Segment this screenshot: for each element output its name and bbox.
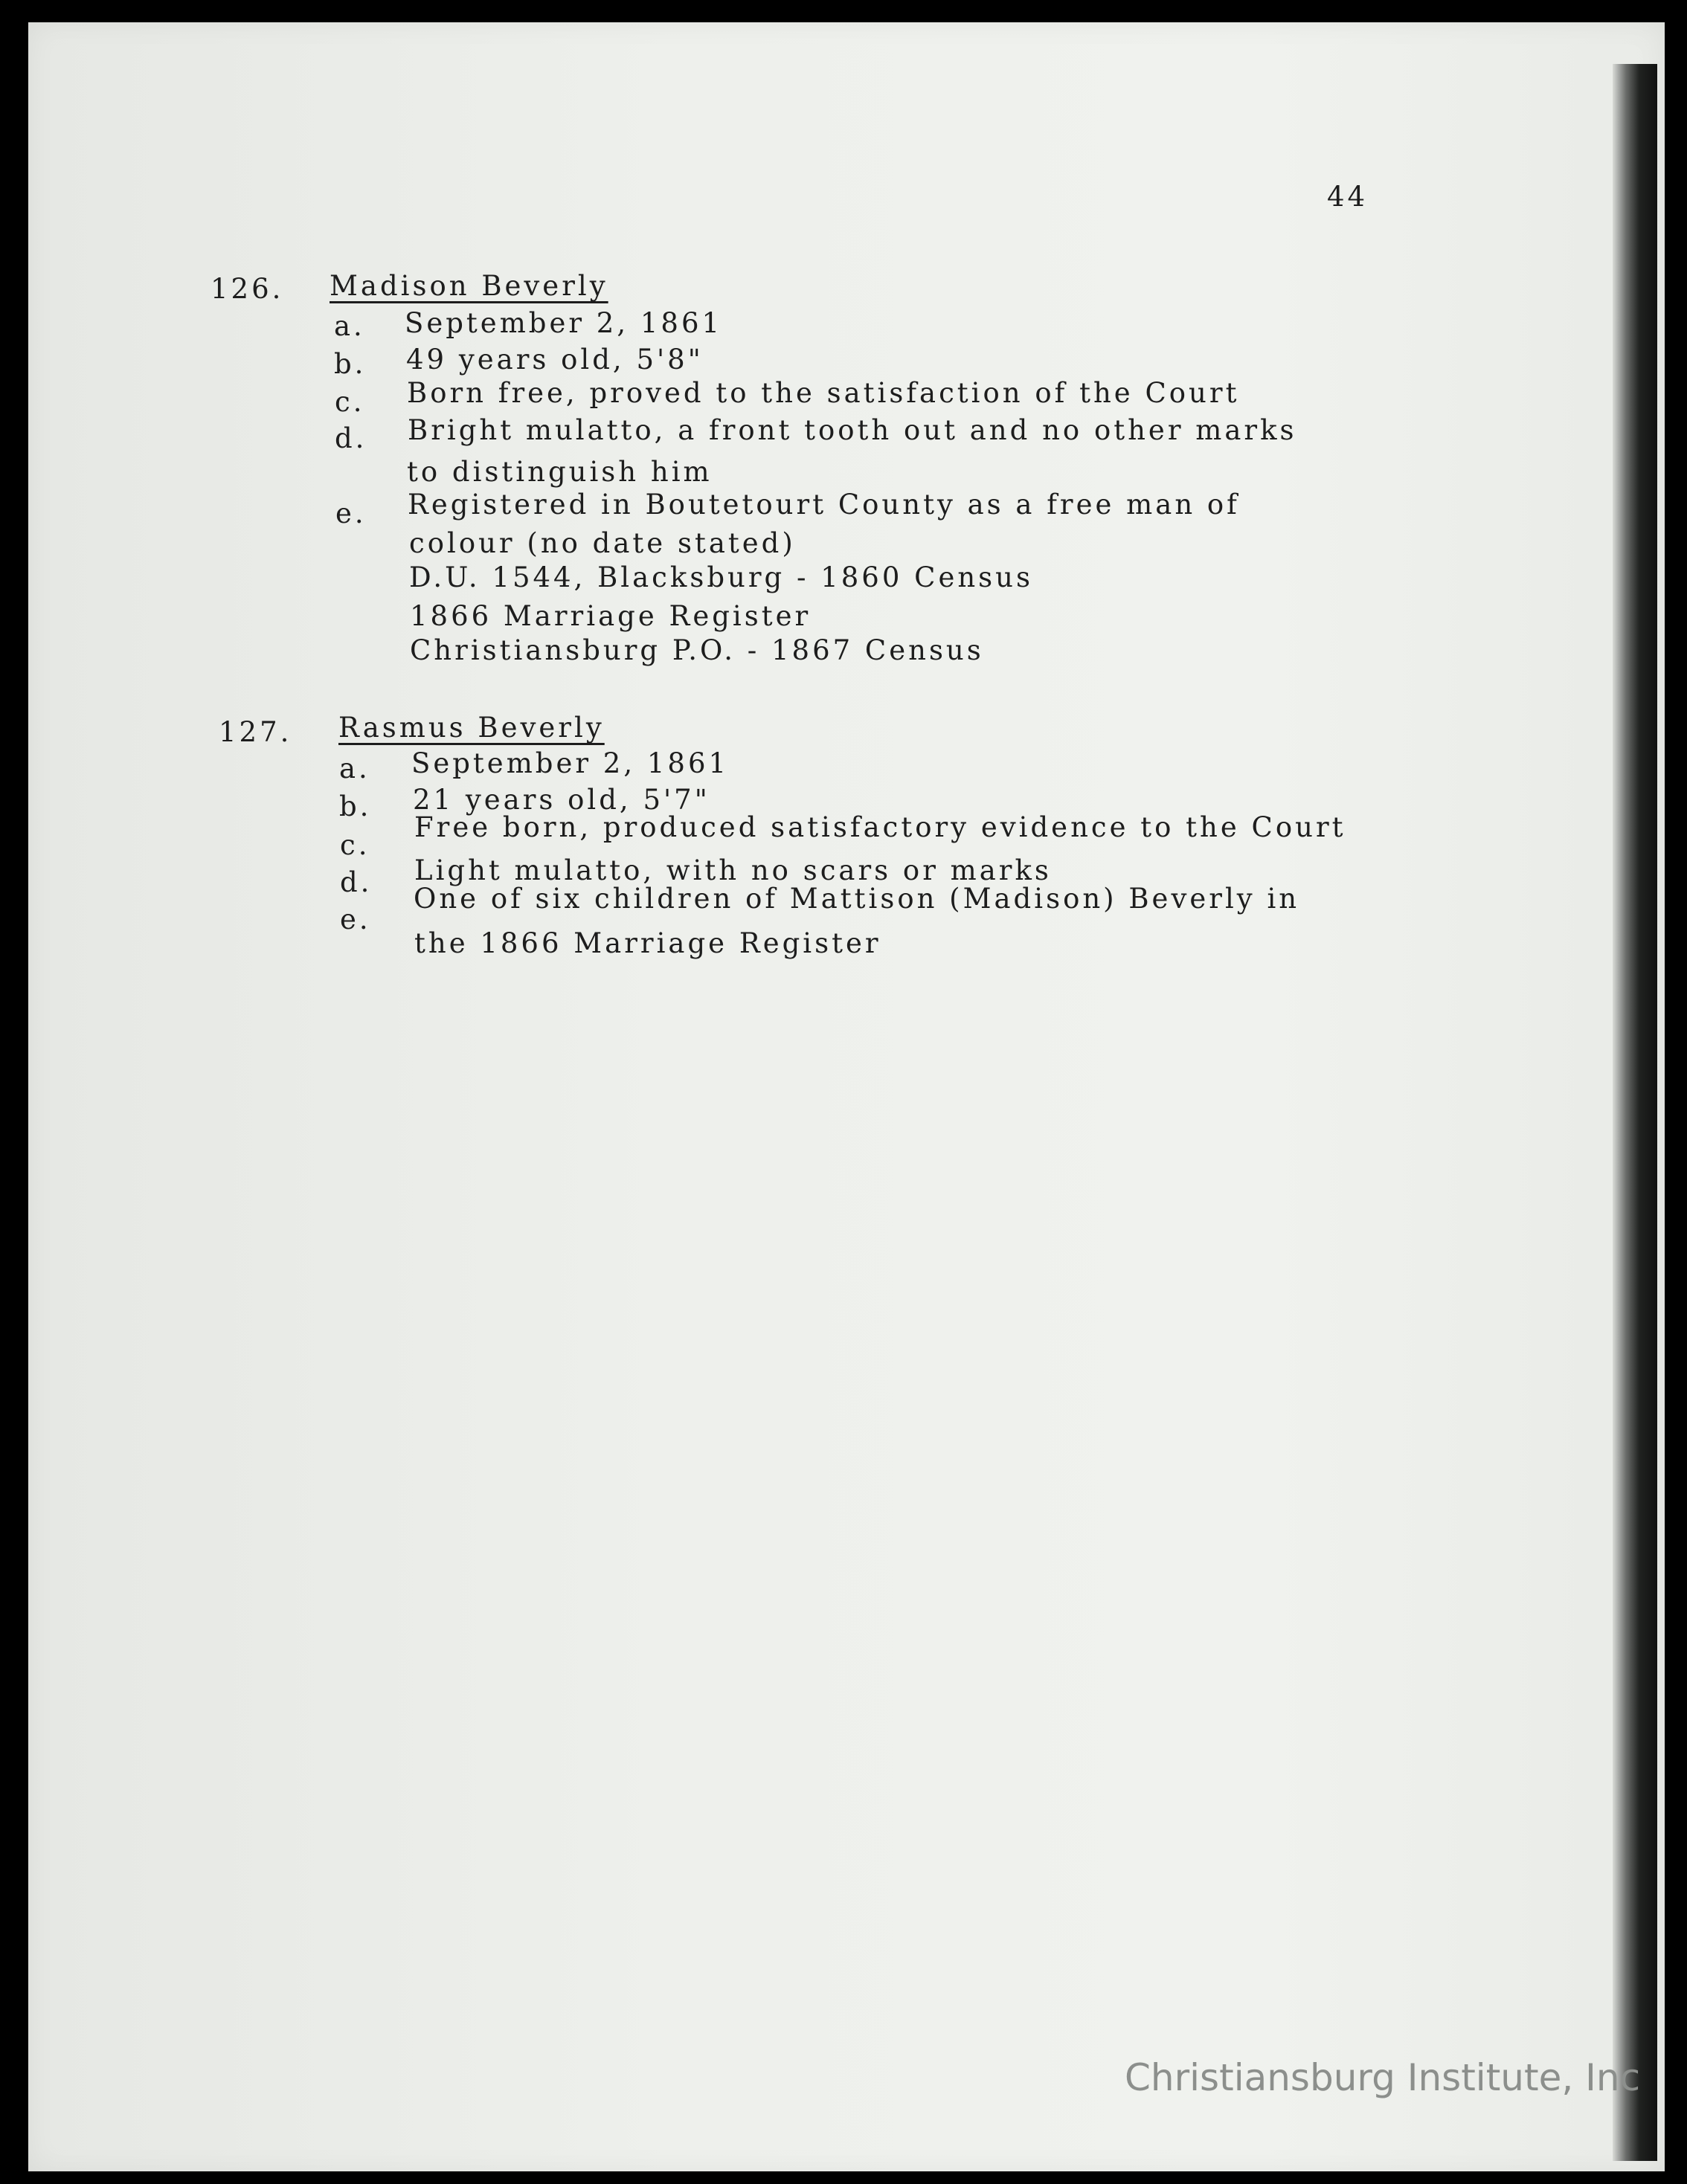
entry-number: 126. (211, 273, 284, 305)
item-letter: a. (334, 310, 365, 342)
item-letter: d. (335, 422, 367, 454)
item-text: to distinguish him (407, 456, 713, 488)
entry-number: 127. (219, 716, 292, 748)
item-letter: c. (340, 829, 370, 861)
item-letter: b. (339, 790, 372, 822)
item-letter: c. (335, 386, 365, 418)
item-letter: e. (340, 903, 371, 935)
paper-sheet (28, 22, 1665, 2171)
item-text: Registered in Boutetourt County as a free man of (408, 489, 1240, 521)
item-letter: b. (334, 348, 367, 380)
item-text: Born free, proved to the satisfaction of the Court (407, 377, 1240, 409)
item-letter: a. (339, 753, 370, 785)
item-text: 1866 Marriage Register (410, 600, 812, 632)
item-text: Bright mulatto, a front tooth out and no other marks (408, 414, 1297, 446)
item-text: 49 years old, 5'8" (406, 344, 704, 376)
page-number: 44 (1327, 181, 1369, 213)
item-text: Christiansburg P.O. - 1867 Census (410, 634, 984, 666)
item-text: September 2, 1861 (411, 747, 730, 779)
item-text: One of six children of Mattison (Madison) Beverly in (414, 883, 1300, 915)
item-text: D.U. 1544, Blacksburg - 1860 Census (409, 561, 1033, 593)
entry-name: Rasmus Beverly (338, 712, 605, 744)
item-text: colour (no date stated) (409, 527, 796, 559)
item-letter: d. (340, 866, 373, 898)
item-text: Light mulatto, with no scars or marks (414, 854, 1052, 886)
item-letter: e. (335, 497, 367, 529)
entry-name: Madison Beverly (330, 270, 608, 302)
page-edge-shadow (1613, 64, 1657, 2161)
item-text: 21 years old, 5'7" (413, 784, 710, 816)
watermark: Christiansburg Institute, Inc (1125, 2056, 1641, 2099)
item-text: the 1866 Marriage Register (414, 927, 881, 959)
item-text: September 2, 1861 (405, 307, 723, 339)
item-text: Free born, produced satisfactory evidence to the Court (414, 811, 1346, 843)
